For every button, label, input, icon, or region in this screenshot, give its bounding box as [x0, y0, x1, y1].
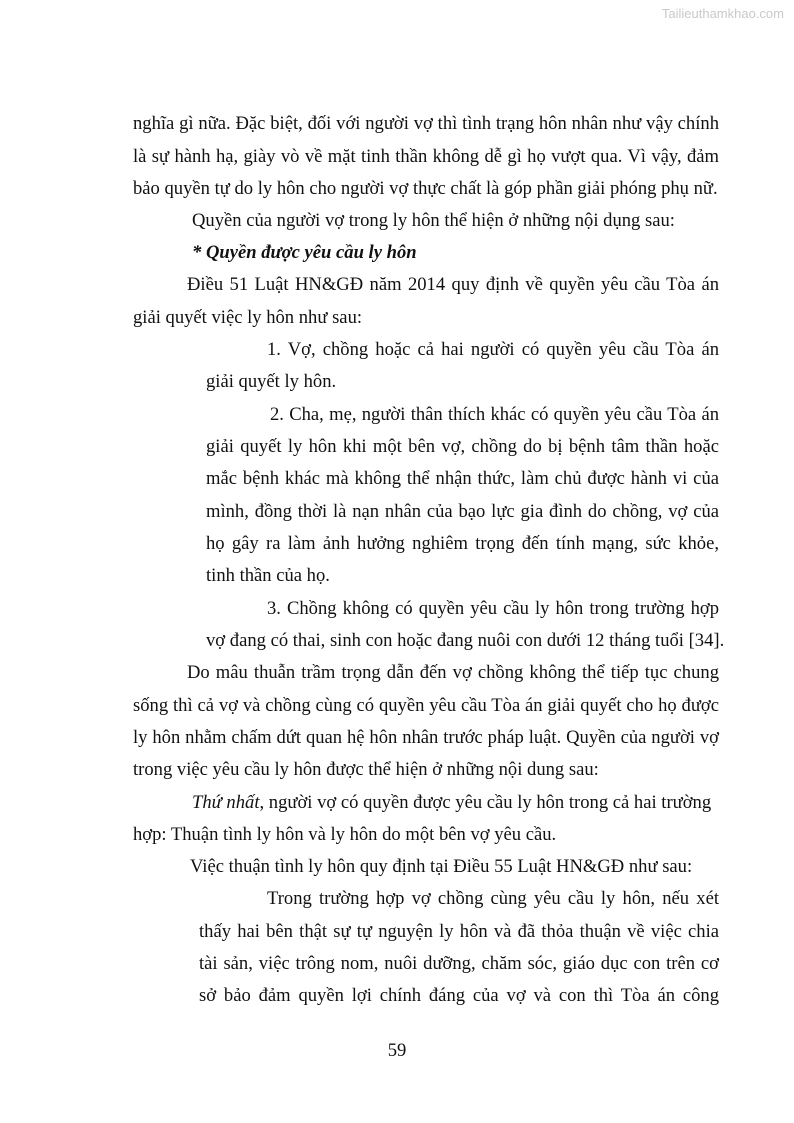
text-line: là sự hành hạ, giày vò về mặt tinh thần không dễ gì họ vượt qua. Vì vậy, đảm [133, 146, 719, 167]
quote-line: vợ đang có thai, sinh con hoặc đang nuôi con dưới 12 tháng tuổi [34]. [206, 630, 725, 651]
text-run: , người vợ có quyền được yêu cầu ly hôn trong cả hai trường [259, 792, 712, 813]
quote-line: 3. Chồng không có quyền yêu cầu ly hôn trong trường hợp [267, 598, 719, 619]
quote-line: mắc bệnh khác mà không thể nhận thức, làm chủ được hành vi của [206, 468, 719, 489]
watermark: Tailieuthamkhao.com [661, 6, 784, 21]
text-line: Việc thuận tình ly hôn quy định tại Điều 55 Luật HN&GĐ như sau: [190, 856, 693, 877]
section-heading: * Quyền được yêu cầu ly hôn [192, 242, 417, 263]
quote-line: giải quyết ly hôn. [206, 371, 337, 392]
quote-line: họ gây ra làm ảnh hưởng nghiêm trọng đến tính mạng, sức khỏe, [206, 533, 719, 554]
quote-line: giải quyết ly hôn khi một bên vợ, chồng do bị bệnh tâm thần hoặc [206, 436, 719, 457]
page-number: 59 [387, 1040, 407, 1061]
quote-line: mình, đồng thời là nạn nhân của bạo lực gia đình do chồng, vợ của [206, 501, 719, 522]
quote-line: tài sản, việc trông nom, nuôi dưỡng, chăm sóc, giáo dục con trên cơ [199, 953, 719, 974]
text-line: ly hôn nhằm chấm dứt quan hệ hôn nhân trước pháp luật. Quyền của người vợ [133, 727, 719, 748]
quote-line: thấy hai bên thật sự tự nguyện ly hôn và đã thỏa thuận về việc chia [199, 921, 719, 942]
quote-line: 1. Vợ, chồng hoặc cả hai người có quyền yêu cầu Tòa án [267, 339, 719, 360]
text-line: giải quyết việc ly hôn như sau: [133, 307, 363, 328]
text-line: sống thì cả vợ và chồng cùng có quyền yêu cầu Tòa án giải quyết cho họ được [133, 695, 719, 716]
quote-line: Trong trường hợp vợ chồng cùng yêu cầu ly hôn, nếu xét [267, 888, 719, 909]
quote-line: 2. Cha, mẹ, người thân thích khác có quyền yêu cầu Tòa án [270, 404, 719, 425]
text-line [192, 791, 711, 815]
text-line: trong việc yêu cầu ly hôn được thể hiện ở những nội dung sau: [133, 759, 599, 780]
quote-line: sở bảo đảm quyền lợi chính đáng của vợ và con thì Tòa án công [199, 985, 719, 1006]
emphasis-term: Thứ nhất [192, 792, 260, 813]
text-line: Do mâu thuẫn trầm trọng dẫn đến vợ chồng không thể tiếp tục chung [187, 662, 719, 683]
text-line: bảo quyền tự do ly hôn cho người vợ thực chất là góp phần giải phóng phụ nữ. [133, 178, 718, 199]
text-line: Quyền của người vợ trong ly hôn thể hiện ở những nội dụng sau: [192, 210, 675, 231]
text-line: nghĩa gì nữa. Đặc biệt, đối với người vợ thì tình trạng hôn nhân như vậy chính [133, 113, 719, 134]
text-line: hợp: Thuận tình ly hôn và ly hôn do một bên vợ yêu cầu. [133, 824, 557, 845]
quote-line: tinh thần của họ. [206, 565, 330, 586]
text-line: Điều 51 Luật HN&GĐ năm 2014 quy định về quyền yêu cầu Tòa án [187, 274, 719, 295]
